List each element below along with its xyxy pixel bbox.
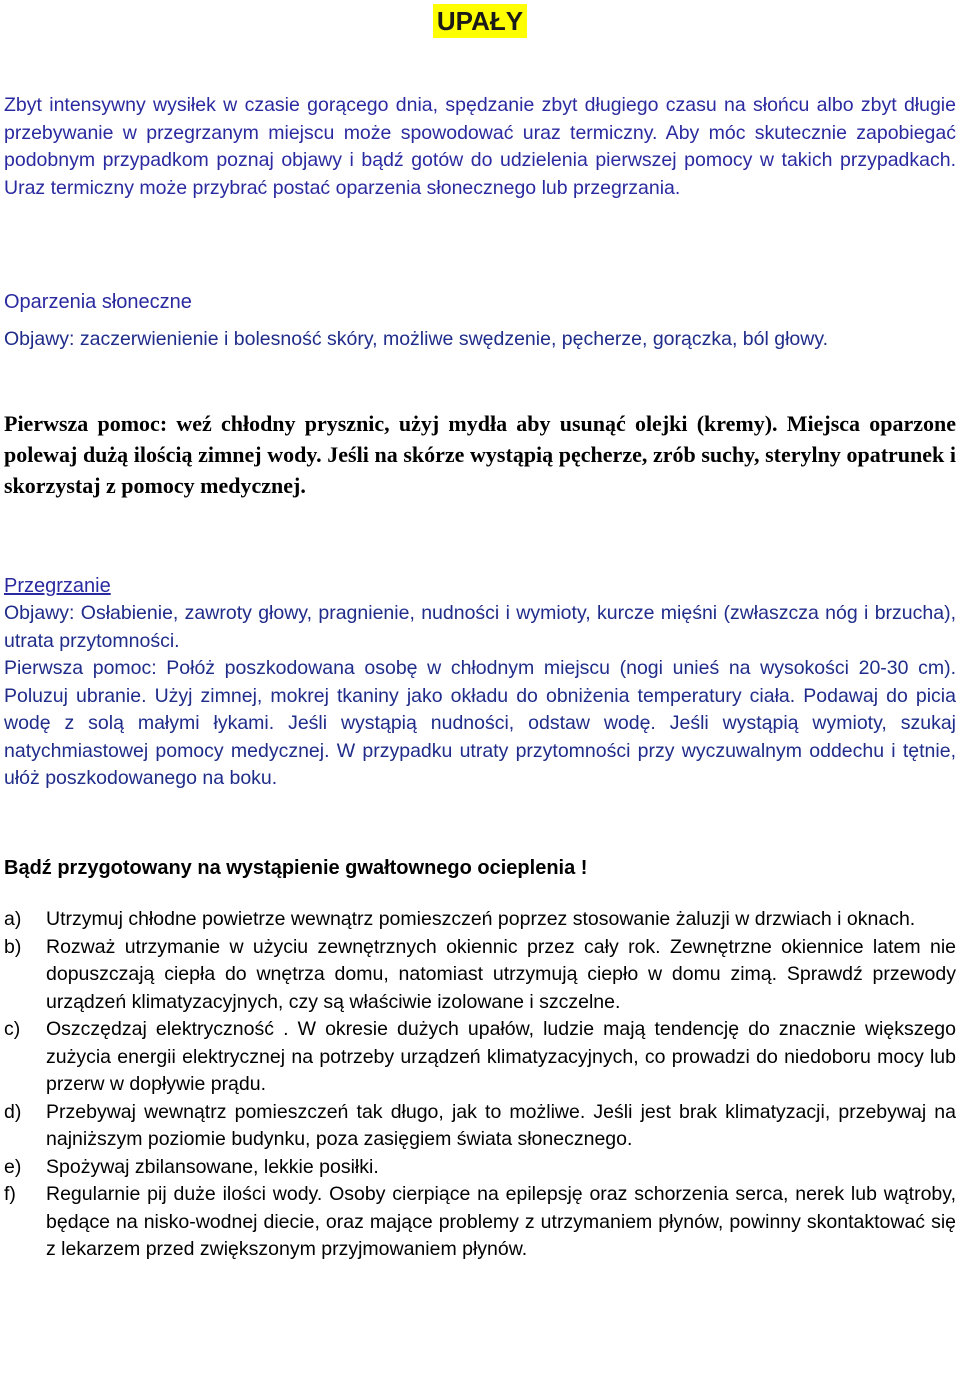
list-item-text: Spożywaj zbilansowane, lekkie posiłki.	[46, 1155, 379, 1178]
list-marker: e)	[4, 1155, 22, 1178]
list-item	[4, 1099, 956, 1154]
sunburn-symptoms: Objawy: zaczerwienienie i bolesność skóry, możliwe swędzenie, pęcherze, gorączka, ból głowy.	[4, 328, 829, 350]
list-marker: b)	[4, 935, 22, 958]
sunburn-first-aid: Pierwsza pomoc: weź chłodny prysznic, użyj mydła aby usunąć olejki (kremy). Miejsca oparzone polewaj dużą ilością zimnej wody. Jeśli na skórze wystąpią pęcherze, zrób suchy, sterylny opatrunek i skorzystaj z pomocy medycznej.	[4, 411, 956, 498]
overheating-first-aid: Pierwsza pomoc: Połóż poszkodowana osobę w chłodnym miejscu (nogi unieś na wysokości 20-30 cm). Poluzuj ubranie. Użyj zimnej, mokrej tkaniny jako okładu do obniżenia temperatury ciała. Podawaj do picia wodę z solą małymi łykami. Jeśli wystąpią nudności, odstaw wodę. Jeśli wystąpią wymioty, szukaj natychmiastowej pomocy medycznej. W przypadku utraty przytomności przy wyczuwalnym oddechu i tętnie, ułóż poszkodowanego na boku.	[4, 657, 956, 789]
list-item-text: Regularnie pij duże ilości wody. Osoby cierpiące na epilepsję oraz schorzenia serca, nerek lub wątroby, będące na nisko-wodnej diecie, oraz mające problemy z utrzymaniem płynów, powinny skontaktować się z lekarzem przed zwiększonym przyjmowaniem płynów.	[46, 1183, 956, 1260]
preparation-list	[4, 906, 956, 1264]
overheating-section	[4, 572, 956, 793]
list-marker: d)	[4, 1100, 22, 1123]
document-title: UPAŁY	[433, 4, 527, 38]
title-wrapper	[0, 4, 960, 38]
preparation-section	[4, 854, 956, 1264]
list-item-text: Rozważ utrzymanie w użyciu zewnętrznych okiennic przez cały rok. Zewnętrzne okiennice latem nie dopuszczają ciepła do wnętrza domu, natomiast utrzymują ciepło w domu zimą. Sprawdź przewody urządzeń klimatyzacyjnych, czy są właściwie izolowane i szczelne.	[46, 935, 956, 1013]
list-item-text: Przebywaj wewnątrz pomieszczeń tak długo, jak to możliwe. Jeśli jest brak klimatyzacji, przebywaj na najniższym poziomie budynku, poza zasięgiem świata słonecznego.	[46, 1100, 956, 1150]
list-item	[4, 906, 956, 934]
preparation-heading: Bądź przygotowany na wystąpienie gwałtownego ocieplenia !	[4, 857, 588, 879]
list-marker: a)	[4, 908, 22, 930]
sunburn-section	[4, 288, 956, 354]
overheating-symptoms: Objawy: Osłabienie, zawroty głowy, pragnienie, nudności i wymioty, kurcze mięśni (zwłaszcza nóg i brzucha), utrata przytomności.	[4, 602, 956, 652]
sunburn-first-aid-section	[4, 408, 956, 501]
list-item-text: Utrzymuj chłodne powietrze wewnątrz pomieszczeń poprzez stosowanie żaluzji w drzwiach i oknach.	[46, 908, 916, 930]
intro-section	[4, 92, 956, 202]
overheating-heading: Przegrzanie	[4, 575, 111, 597]
list-marker: c)	[4, 1018, 21, 1040]
list-item-text: Oszczędzaj elektryczność . W okresie dużych upałów, ludzie mają tendencję do znacznie większego zużycia energii elektrycznej na potrzeby urządzeń klimatyzacyjnych, co prowadzi do niedoboru mocy lub przerw w dopływie prądu.	[46, 1018, 956, 1095]
intro-paragraph: Zbyt intensywny wysiłek w czasie gorącego dnia, spędzanie zbyt długiego czasu na słońcu albo zbyt długie przebywanie w przegrzanym miejscu może spowodować uraz termiczny. Aby móc skutecznie zapobiegać podobnym przypadkom poznaj objawy i bądź gotów do udzielenia pierwszej pomocy w takich przypadkach. Uraz termiczny może przybrać postać oparzenia słonecznego lub przegrzania.	[4, 94, 956, 199]
list-item	[4, 1181, 956, 1264]
list-item	[4, 1016, 956, 1099]
list-item	[4, 1154, 956, 1182]
list-marker: f)	[4, 1183, 16, 1205]
list-item	[4, 934, 956, 1017]
sunburn-heading: Oparzenia słoneczne	[4, 291, 192, 313]
